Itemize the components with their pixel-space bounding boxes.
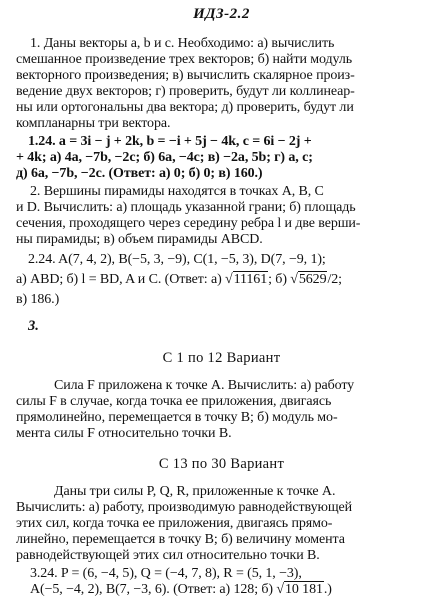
task2-line-1: 2. Вершины пирамиды находятся в точках A, B, C — [30, 184, 324, 199]
task1-line-1: 1. Даны векторы a, b и c. Необходимо: а) вычислить — [30, 36, 335, 51]
task1-line-5: ны или ортогональны два вектора; д) проверить, будут ли — [16, 100, 354, 115]
task2-line-4: ны пирамиды; в) объем пирамиды ABCD. — [16, 232, 263, 247]
variant2-line-3: этих сил, когда точка ее приложения, двигаясь прямо- — [16, 516, 333, 531]
problem-1-24-line-1: 1.24. a = 3i − j + 2k, b = −i + 5j − 4k, c = 6i − 2j + — [28, 134, 312, 149]
problem-2-24-text-c: /2; — [327, 272, 342, 287]
problem-2-24-text-b: ; б) √ — [268, 272, 298, 287]
task1-line-3: векторного произведения; в) вычислить скалярное произ- — [16, 68, 355, 83]
task1-line-6: компланарны три вектора. — [16, 116, 171, 131]
task2-line-3: сечения, проходящего через середину ребра l и две верши- — [16, 216, 361, 231]
variant2-line-2: Вычислить: а) работу, производимую равнодействующей — [16, 500, 353, 515]
problem-3-24-line-1: 3.24. P = (6, −4, 5), Q = (−4, 7, 8), R = (5, 1, −3), — [30, 566, 302, 581]
problem-2-24-text-a: а) ABD; б) l = BD, A и C. (Ответ: а) √ — [16, 272, 233, 287]
problem-3-24-line-2 — [30, 582, 332, 598]
variant-1-12-heading: С 1 по 12 Вариант — [162, 350, 281, 366]
problem-2-24-line-2 — [16, 272, 342, 288]
task3-label: 3. — [28, 318, 39, 334]
task1-line-4: ведение двух векторов; г) проверить, будут ли коллинеар- — [16, 84, 355, 99]
variant1-line-4: мента силы F относительно точки B. — [16, 426, 232, 441]
problem-1-24-line-2: + 4k; а) 4a, −7b, −2c; б) 6a, −4c; в) −2a, 5b; г) a, c; — [16, 150, 313, 165]
variant1-line-1: Сила F приложена к точке A. Вычислить: а) работу — [54, 378, 355, 393]
variant2-line-1: Даны три силы P, Q, R, приложенные к точке A. — [54, 484, 336, 499]
problem-2-24-line-3: в) 186.) — [16, 292, 60, 307]
sqrt-value-3: 10 181 — [284, 582, 323, 597]
variant2-line-5: равнодействующей этих сил относительно точки B. — [16, 548, 320, 563]
variant1-line-2: силы F в случае, когда точка ее приложения, двигаясь — [16, 394, 332, 409]
task2-line-2: и D. Вычислить: а) площадь указанной грани; б) площадь — [16, 200, 356, 215]
variant2-line-4: линейно, перемещается в точку B; б) величину момента — [16, 532, 345, 547]
problem-3-24-text-b: .) — [323, 582, 332, 597]
problem-3-24-text-a: A(−5, −4, 2), B(7, −3, 6). (Ответ: а) 128; б) √ — [30, 582, 284, 597]
variant1-line-3: прямолинейно, перемещается в точку B; б) модуль мо- — [16, 410, 338, 425]
document-title: ИДЗ-2.2 — [193, 6, 250, 22]
sqrt-value-2: 5629 — [298, 272, 327, 287]
problem-2-24-line-1: 2.24. A(7, 4, 2), B(−5, 3, −9), C(1, −5, 3), D(7, −9, 1); — [28, 252, 326, 267]
task1-line-2: смешанное произведение трех векторов; б) найти модуль — [16, 52, 352, 67]
sqrt-value-1: 11161 — [233, 272, 268, 287]
variant-13-30-heading: С 13 по 30 Вариант — [158, 456, 285, 472]
problem-1-24-line-3: д) 6a, −7b, −2c. (Ответ: а) 0; б) 0; в) 160.) — [16, 166, 263, 181]
